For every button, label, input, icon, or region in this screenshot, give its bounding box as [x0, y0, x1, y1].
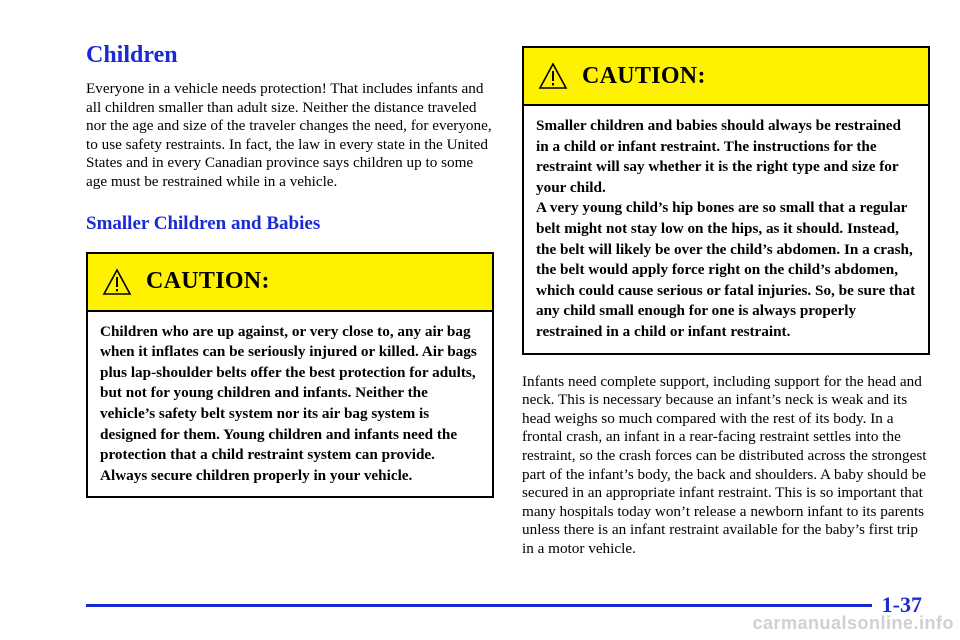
warning-triangle-icon [538, 62, 568, 90]
caution-text-2: A very young child’s hip bones are so small that a regular belt might not stay low on the hips, as it should. Instead, the belt will likely be over the child’s abdomen. In a crash, the belt would apply force right on the child’s abdomen, which could cause serious or fatal injuries. So, be sure that any child small enough for one is always properly restrained in a child or infant restraint. [536, 199, 916, 340]
watermark: carmanualsonline.info [752, 613, 954, 633]
left-column [86, 40, 494, 498]
intro-paragraph: Everyone in a vehicle needs protection! That includes infants and all children smaller than adult size. Neither the distance traveled nor the age and size of the traveler changes the need, for everyone, to use safety restraints. In fact, the law in every state in the United States and in every Canadian province says children up to some age must be restrained while in a vehicle. [86, 80, 492, 190]
section-heading: Children [86, 42, 178, 68]
caution-body [88, 312, 492, 497]
caution-title: CAUTION: [146, 268, 270, 295]
caution-header [524, 48, 928, 106]
warning-triangle-icon [102, 268, 132, 296]
page-number: 1-37 [881, 592, 922, 617]
caution-box-left [86, 252, 494, 499]
caution-text: Children who are up against, or very close to, any air bag when it inflates can be seriously injured or killed. Air bags plus lap-shoulder belts offer the best protection for adults, but not for young children and infants. Neither the vehicle’s safety belt system nor its air bag system is designed for them. Young children and infants need the protection that a child restraint system can provide. Always secure children properly in your vehicle. [100, 322, 477, 484]
caution-body [524, 106, 928, 353]
caution-text-1: Smaller children and babies should always be restrained in a child or infant restraint. The instructions for the restraint will say whether it is the right type and size for your child. [536, 117, 901, 196]
right-column [522, 46, 930, 558]
subsection-heading: Smaller Children and Babies [86, 212, 321, 234]
caution-title: CAUTION: [582, 62, 706, 89]
caution-header [88, 254, 492, 312]
infant-paragraph: Infants need complete support, including support for the head and neck. This is necessary because an infant’s neck is weak and its head weighs so much compared with the rest of its body. In a frontal crash, an infant in a rear-facing restraint settles into the restraint, so the crash forces can be distributed across the strongest part of the infant’s body, the back and shoulders. A baby should be secured in an appropriate infant restraint. This is so important that many hospitals today won’t release a newborn infant to its parents unless there is an infant restraint available for the baby’s first trip in a motor vehicle. [522, 372, 927, 557]
caution-box-right [522, 46, 930, 355]
footer-rule [86, 604, 872, 607]
